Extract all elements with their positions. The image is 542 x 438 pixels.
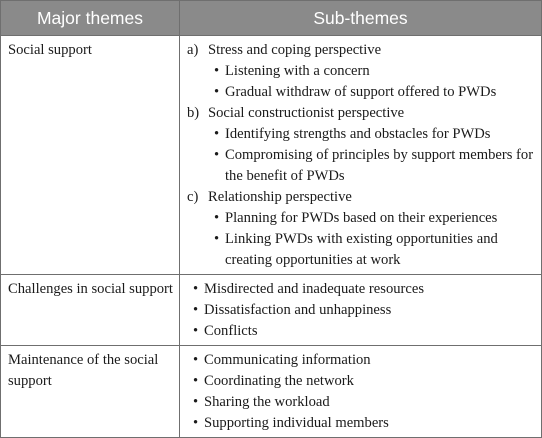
- bullet-icon: •: [192, 373, 199, 389]
- perspective-heading: [187, 187, 535, 208]
- table-row: [1, 346, 542, 438]
- perspective-heading: [187, 40, 535, 61]
- list-marker: b): [187, 105, 200, 121]
- perspective-title: Relationship perspective: [208, 189, 352, 205]
- perspective-group: [187, 187, 535, 271]
- bullet-icon: •: [192, 415, 199, 431]
- bullet-icon: •: [213, 63, 220, 79]
- header-major-themes: Major themes: [1, 1, 180, 36]
- subthemes-cell: [180, 36, 542, 275]
- list-item: • Gradual withdraw of support offered to PWDs: [208, 82, 535, 103]
- list-item: • Misdirected and inadequate resources: [187, 279, 535, 300]
- list-item: • Supporting individual members: [187, 413, 535, 434]
- list-item: • Linking PWDs with existing opportunities and creating opportunities at work: [208, 229, 535, 271]
- subthemes-cell: [180, 346, 542, 438]
- list-item: • Listening with a concern: [208, 61, 535, 82]
- bullet-icon: •: [213, 84, 220, 100]
- subthemes-cell: [180, 275, 542, 346]
- perspective-heading: [187, 103, 535, 124]
- bullet-icon: •: [192, 352, 199, 368]
- table-row: [1, 36, 542, 275]
- list-item: • Communicating information: [187, 350, 535, 371]
- list-item: • Compromising of principles by support members for the benefit of PWDs: [208, 145, 535, 187]
- perspective-title: Stress and coping perspective: [208, 42, 382, 58]
- theme-cell: Maintenance of the social support: [1, 346, 180, 438]
- header-sub-themes: Sub-themes: [180, 1, 542, 36]
- bullet-icon: •: [192, 281, 199, 297]
- bullet-icon: •: [192, 323, 199, 339]
- bullet-icon: •: [213, 147, 220, 163]
- header-row: [1, 1, 542, 36]
- list-item: • Planning for PWDs based on their experiences: [208, 208, 535, 229]
- theme-cell: Challenges in social support: [1, 275, 180, 346]
- list-item: • Identifying strengths and obstacles for PWDs: [208, 124, 535, 145]
- perspective-title: Social constructionist perspective: [208, 105, 405, 121]
- list-item: • Conflicts: [187, 321, 535, 342]
- bullet-icon: •: [192, 394, 199, 410]
- table-row: [1, 275, 542, 346]
- list-marker: c): [187, 189, 199, 205]
- bullet-icon: •: [213, 210, 220, 226]
- list-item: • Dissatisfaction and unhappiness: [187, 300, 535, 321]
- bullet-icon: •: [213, 126, 220, 142]
- perspective-group: [187, 103, 535, 187]
- theme-cell: Social support: [1, 36, 180, 275]
- perspective-group: [187, 40, 535, 103]
- list-item: • Sharing the workload: [187, 392, 535, 413]
- list-marker: a): [187, 42, 199, 58]
- bullet-icon: •: [213, 231, 220, 247]
- list-item: • Coordinating the network: [187, 371, 535, 392]
- bullet-icon: •: [192, 302, 199, 318]
